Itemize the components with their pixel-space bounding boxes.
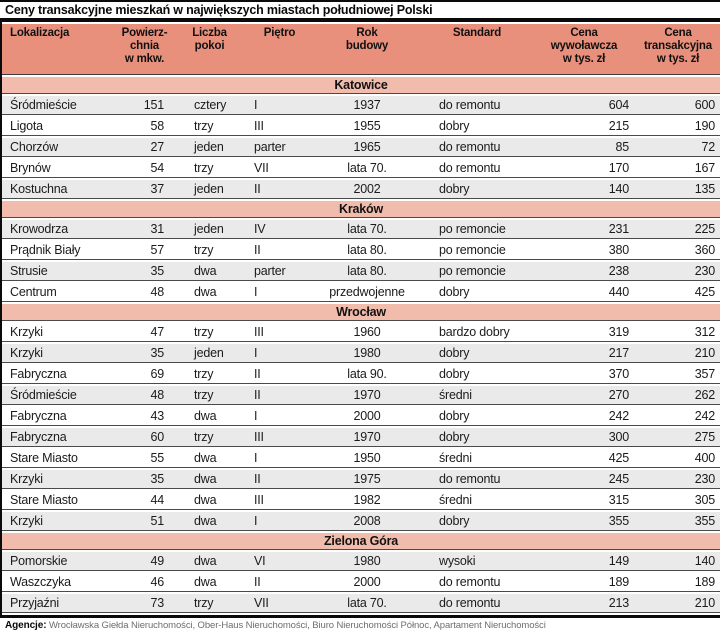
cell-cena-wywolawcza: 315	[532, 491, 636, 510]
table-row	[2, 323, 720, 342]
cell-liczba-pokoi: trzy	[172, 241, 247, 260]
cell-pietro: I	[247, 344, 312, 363]
column-header-cena-wywolawcza: Cena wywoławcza w tys. zł	[532, 24, 636, 75]
cell-liczba-pokoi: trzy	[172, 159, 247, 178]
column-header-liczba-pokoi: Liczba pokoi	[172, 24, 247, 75]
cell-cena-wywolawcza: 319	[532, 323, 636, 342]
cell-cena-transakcyjna: 305	[636, 491, 720, 510]
cell-powierzchnia: 69	[117, 365, 172, 384]
cell-liczba-pokoi: trzy	[172, 594, 247, 613]
section-row-zielona-gora	[2, 533, 720, 550]
cell-rok-budowy: 1980	[312, 552, 422, 571]
cell-cena-transakcyjna: 230	[636, 262, 720, 281]
cell-rok-budowy: 2008	[312, 512, 422, 531]
table-row	[2, 386, 720, 405]
cell-standard: dobry	[422, 117, 532, 136]
cell-rok-budowy: 2000	[312, 407, 422, 426]
cell-rok-budowy: 1965	[312, 138, 422, 157]
column-header-pietro: Piętro	[247, 24, 312, 75]
cell-standard: bardzo dobry	[422, 323, 532, 342]
cell-cena-transakcyjna: 167	[636, 159, 720, 178]
cell-liczba-pokoi: dwa	[172, 491, 247, 510]
cell-liczba-pokoi: cztery	[172, 96, 247, 115]
cell-standard: do remontu	[422, 470, 532, 489]
cell-lokalizacja: Przyjaźni	[2, 594, 117, 613]
cell-cena-wywolawcza: 242	[532, 407, 636, 426]
cell-liczba-pokoi: dwa	[172, 552, 247, 571]
cell-lokalizacja: Centrum	[2, 283, 117, 302]
cell-powierzchnia: 35	[117, 470, 172, 489]
cell-cena-wywolawcza: 370	[532, 365, 636, 384]
cell-cena-transakcyjna: 135	[636, 180, 720, 199]
cell-cena-transakcyjna: 312	[636, 323, 720, 342]
cell-pietro: I	[247, 96, 312, 115]
cell-cena-wywolawcza: 189	[532, 573, 636, 592]
table-row	[2, 512, 720, 531]
cell-powierzchnia: 151	[117, 96, 172, 115]
cell-lokalizacja: Prądnik Biały	[2, 241, 117, 260]
cell-cena-wywolawcza: 604	[532, 96, 636, 115]
cell-lokalizacja: Stare Miasto	[2, 449, 117, 468]
table-row	[2, 407, 720, 426]
section-title-zielona-gora: Zielona Góra	[2, 533, 720, 550]
column-header-standard: Standard	[422, 24, 532, 75]
cell-powierzchnia: 31	[117, 220, 172, 239]
cell-standard: do remontu	[422, 138, 532, 157]
cell-lokalizacja: Stare Miasto	[2, 491, 117, 510]
cell-liczba-pokoi: dwa	[172, 573, 247, 592]
cell-liczba-pokoi: trzy	[172, 323, 247, 342]
cell-standard: średni	[422, 491, 532, 510]
cell-lokalizacja: Fabryczna	[2, 428, 117, 447]
cell-pietro: II	[247, 386, 312, 405]
cell-standard: średni	[422, 449, 532, 468]
cell-lokalizacja: Krowodrza	[2, 220, 117, 239]
cell-cena-transakcyjna: 355	[636, 512, 720, 531]
cell-cena-wywolawcza: 238	[532, 262, 636, 281]
cell-rok-budowy: 1950	[312, 449, 422, 468]
table-row	[2, 594, 720, 613]
cell-liczba-pokoi: jeden	[172, 138, 247, 157]
cell-standard: wysoki	[422, 552, 532, 571]
cell-cena-transakcyjna: 189	[636, 573, 720, 592]
cell-standard: do remontu	[422, 96, 532, 115]
cell-liczba-pokoi: dwa	[172, 262, 247, 281]
table-row	[2, 573, 720, 592]
cell-lokalizacja: Fabryczna	[2, 365, 117, 384]
cell-cena-wywolawcza: 213	[532, 594, 636, 613]
cell-rok-budowy: lata 80.	[312, 241, 422, 260]
table-frame	[0, 22, 720, 615]
agencies-label: Agencje:	[5, 620, 47, 630]
table-row	[2, 220, 720, 239]
cell-liczba-pokoi: trzy	[172, 386, 247, 405]
cell-powierzchnia: 48	[117, 386, 172, 405]
cell-lokalizacja: Ligota	[2, 117, 117, 136]
table-row	[2, 491, 720, 510]
column-header-cena-transakcyjna: Cena transakcyjna w tys. zł	[636, 24, 720, 75]
table-row	[2, 283, 720, 302]
cell-cena-wywolawcza: 300	[532, 428, 636, 447]
cell-pietro: III	[247, 117, 312, 136]
cell-pietro: II	[247, 180, 312, 199]
cell-standard: dobry	[422, 428, 532, 447]
cell-pietro: I	[247, 283, 312, 302]
cell-standard: dobry	[422, 407, 532, 426]
cell-cena-wywolawcza: 245	[532, 470, 636, 489]
cell-standard: dobry	[422, 344, 532, 363]
cell-rok-budowy: 2002	[312, 180, 422, 199]
cell-pietro: parter	[247, 138, 312, 157]
cell-cena-transakcyjna: 72	[636, 138, 720, 157]
section-row-katowice	[2, 77, 720, 94]
cell-standard: po remoncie	[422, 220, 532, 239]
cell-pietro: I	[247, 449, 312, 468]
cell-powierzchnia: 55	[117, 449, 172, 468]
column-header-rok-budowy: Rok budowy	[312, 24, 422, 75]
cell-liczba-pokoi: trzy	[172, 365, 247, 384]
cell-rok-budowy: lata 70.	[312, 594, 422, 613]
section-row-wroclaw	[2, 304, 720, 321]
cell-powierzchnia: 73	[117, 594, 172, 613]
cell-rok-budowy: 1970	[312, 428, 422, 447]
table-row	[2, 96, 720, 115]
cell-pietro: III	[247, 491, 312, 510]
cell-cena-transakcyjna: 230	[636, 470, 720, 489]
cell-cena-wywolawcza: 355	[532, 512, 636, 531]
cell-cena-transakcyjna: 190	[636, 117, 720, 136]
cell-cena-wywolawcza: 270	[532, 386, 636, 405]
section-title-katowice: Katowice	[2, 77, 720, 94]
cell-pietro: III	[247, 323, 312, 342]
cell-rok-budowy: przedwojenne	[312, 283, 422, 302]
cell-lokalizacja: Strusie	[2, 262, 117, 281]
cell-powierzchnia: 48	[117, 283, 172, 302]
cell-standard: średni	[422, 386, 532, 405]
cell-lokalizacja: Kostuchna	[2, 180, 117, 199]
cell-powierzchnia: 43	[117, 407, 172, 426]
table-row	[2, 470, 720, 489]
cell-standard: dobry	[422, 180, 532, 199]
table-header	[2, 24, 720, 75]
cell-rok-budowy: 2000	[312, 573, 422, 592]
cell-cena-wywolawcza: 425	[532, 449, 636, 468]
cell-rok-budowy: 1937	[312, 96, 422, 115]
cell-powierzchnia: 60	[117, 428, 172, 447]
table-row	[2, 241, 720, 260]
cell-liczba-pokoi: dwa	[172, 470, 247, 489]
cell-cena-transakcyjna: 242	[636, 407, 720, 426]
cell-rok-budowy: 1960	[312, 323, 422, 342]
table-row	[2, 262, 720, 281]
cell-cena-wywolawcza: 85	[532, 138, 636, 157]
cell-pietro: II	[247, 470, 312, 489]
cell-pietro: II	[247, 241, 312, 260]
cell-standard: do remontu	[422, 594, 532, 613]
cell-rok-budowy: lata 90.	[312, 365, 422, 384]
cell-rok-budowy: 1970	[312, 386, 422, 405]
cell-cena-wywolawcza: 170	[532, 159, 636, 178]
cell-powierzchnia: 46	[117, 573, 172, 592]
cell-cena-transakcyjna: 360	[636, 241, 720, 260]
cell-pietro: III	[247, 428, 312, 447]
cell-liczba-pokoi: dwa	[172, 512, 247, 531]
table-row	[2, 449, 720, 468]
cell-lokalizacja: Waszczyka	[2, 573, 117, 592]
cell-rok-budowy: 1980	[312, 344, 422, 363]
cell-powierzchnia: 54	[117, 159, 172, 178]
cell-powierzchnia: 49	[117, 552, 172, 571]
page-title: Ceny transakcyjne mieszkań w największych miastach południowej Polski	[5, 3, 433, 17]
cell-powierzchnia: 47	[117, 323, 172, 342]
cell-standard: dobry	[422, 365, 532, 384]
table-row	[2, 159, 720, 178]
cell-cena-transakcyjna: 357	[636, 365, 720, 384]
cell-cena-transakcyjna: 210	[636, 594, 720, 613]
table-row	[2, 552, 720, 571]
cell-cena-transakcyjna: 262	[636, 386, 720, 405]
agencies-footer	[0, 618, 720, 630]
cell-lokalizacja: Krzyki	[2, 512, 117, 531]
cell-pietro: II	[247, 365, 312, 384]
table-row	[2, 344, 720, 363]
cell-powierzchnia: 27	[117, 138, 172, 157]
cell-rok-budowy: 1955	[312, 117, 422, 136]
cell-rok-budowy: 1982	[312, 491, 422, 510]
table-row	[2, 365, 720, 384]
section-title-wroclaw: Wrocław	[2, 304, 720, 321]
cell-liczba-pokoi: dwa	[172, 449, 247, 468]
table-row	[2, 117, 720, 136]
cell-pietro: II	[247, 573, 312, 592]
cell-powierzchnia: 51	[117, 512, 172, 531]
cell-cena-transakcyjna: 225	[636, 220, 720, 239]
cell-lokalizacja: Krzyki	[2, 323, 117, 342]
cell-cena-wywolawcza: 380	[532, 241, 636, 260]
cell-lokalizacja: Krzyki	[2, 344, 117, 363]
cell-standard: do remontu	[422, 159, 532, 178]
cell-powierzchnia: 35	[117, 262, 172, 281]
cell-standard: dobry	[422, 512, 532, 531]
cell-lokalizacja: Śródmieście	[2, 96, 117, 115]
cell-powierzchnia: 44	[117, 491, 172, 510]
section-title-krakow: Kraków	[2, 201, 720, 218]
cell-liczba-pokoi: trzy	[172, 428, 247, 447]
cell-cena-transakcyjna: 400	[636, 449, 720, 468]
cell-lokalizacja: Krzyki	[2, 470, 117, 489]
cell-standard: po remoncie	[422, 262, 532, 281]
cell-cena-transakcyjna: 140	[636, 552, 720, 571]
table-row	[2, 428, 720, 447]
cell-cena-transakcyjna: 210	[636, 344, 720, 363]
cell-pietro: parter	[247, 262, 312, 281]
cell-pietro: I	[247, 407, 312, 426]
cell-pietro: VII	[247, 159, 312, 178]
cell-cena-transakcyjna: 425	[636, 283, 720, 302]
cell-powierzchnia: 57	[117, 241, 172, 260]
header-row	[2, 24, 720, 75]
cell-lokalizacja: Brynów	[2, 159, 117, 178]
cell-standard: dobry	[422, 283, 532, 302]
cell-liczba-pokoi: dwa	[172, 283, 247, 302]
cell-liczba-pokoi: jeden	[172, 344, 247, 363]
column-header-lokalizacja: Lokalizacja	[2, 24, 117, 75]
cell-rok-budowy: lata 80.	[312, 262, 422, 281]
cell-powierzchnia: 35	[117, 344, 172, 363]
cell-cena-transakcyjna: 275	[636, 428, 720, 447]
cell-pietro: IV	[247, 220, 312, 239]
cell-standard: do remontu	[422, 573, 532, 592]
cell-cena-wywolawcza: 440	[532, 283, 636, 302]
cell-cena-wywolawcza: 231	[532, 220, 636, 239]
cell-lokalizacja: Fabryczna	[2, 407, 117, 426]
cell-cena-wywolawcza: 215	[532, 117, 636, 136]
cell-rok-budowy: lata 70.	[312, 220, 422, 239]
cell-lokalizacja: Chorzów	[2, 138, 117, 157]
cell-powierzchnia: 58	[117, 117, 172, 136]
section-row-krakow	[2, 201, 720, 218]
cell-lokalizacja: Pomorskie	[2, 552, 117, 571]
cell-cena-wywolawcza: 149	[532, 552, 636, 571]
column-header-powierzchnia: Powierz- chnia w mkw.	[117, 24, 172, 75]
cell-standard: po remoncie	[422, 241, 532, 260]
cell-liczba-pokoi: trzy	[172, 117, 247, 136]
table-row	[2, 138, 720, 157]
cell-cena-transakcyjna: 600	[636, 96, 720, 115]
table-row	[2, 180, 720, 199]
cell-cena-wywolawcza: 140	[532, 180, 636, 199]
cell-rok-budowy: lata 70.	[312, 159, 422, 178]
transaction-price-table	[2, 22, 720, 615]
cell-liczba-pokoi: jeden	[172, 220, 247, 239]
cell-pietro: VI	[247, 552, 312, 571]
cell-pietro: I	[247, 512, 312, 531]
cell-pietro: VII	[247, 594, 312, 613]
cell-rok-budowy: 1975	[312, 470, 422, 489]
cell-liczba-pokoi: dwa	[172, 407, 247, 426]
cell-lokalizacja: Śródmieście	[2, 386, 117, 405]
cell-cena-wywolawcza: 217	[532, 344, 636, 363]
cell-liczba-pokoi: jeden	[172, 180, 247, 199]
cell-powierzchnia: 37	[117, 180, 172, 199]
agencies-text: Wrocławska Giełda Nieruchomości, Ober-Haus Nieruchomości, Biuro Nieruchomości Północ, Apartament Nieruchomości	[46, 620, 546, 630]
